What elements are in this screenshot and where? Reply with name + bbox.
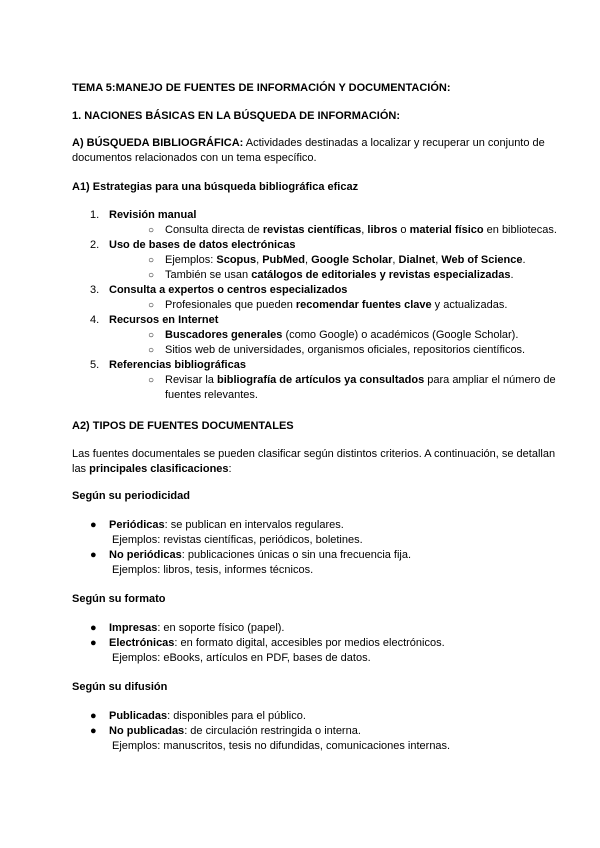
list-item: ● No periódicas: publicaciones únicas o sin una frecuencia fija. Ejemplos: libros, tesis, informes técnicos. bbox=[72, 548, 560, 578]
strategies-list bbox=[72, 208, 560, 403]
example-line: Ejemplos: libros, tesis, informes técnicos. bbox=[112, 564, 314, 576]
strategy-detail: ○ Buscadores generales (como Google) o académicos (Google Scholar). bbox=[148, 329, 519, 341]
classification-intro: Las fuentes documentales se pueden clasificar según distintos criterios. A continuación, se detallan las principales clasificaciones: bbox=[72, 448, 556, 475]
strategy-detail: ○ También se usan catálogos de editoriales y revistas especializadas. bbox=[148, 269, 514, 281]
strategy-number: 3. bbox=[90, 284, 100, 296]
strategy-title: Referencias bibliográficas bbox=[109, 359, 246, 371]
strategy-title: Uso de bases de datos electrónicas bbox=[109, 239, 296, 251]
filled-bullet-icon: ● bbox=[90, 725, 97, 737]
group-heading-periodicidad: Según su periodicidad bbox=[72, 490, 190, 502]
strategy-title: Recursos en Internet bbox=[109, 314, 219, 326]
example-line: Ejemplos: eBooks, artículos en PDF, bases de datos. bbox=[112, 652, 371, 664]
list-item: ● Publicadas: disponibles para el público. bbox=[90, 710, 306, 722]
list-item: ● No publicadas: de circulación restringida o interna. Ejemplos: manuscritos, tesis no difundidas, comunicaciones internas. bbox=[72, 724, 560, 754]
filled-bullet-icon: ● bbox=[90, 637, 97, 649]
group-heading-difusion: Según su difusión bbox=[72, 681, 168, 693]
strategy-title: Consulta a expertos o centros especializados bbox=[109, 284, 348, 296]
hollow-circle-bullet-icon: ○ bbox=[148, 330, 155, 341]
strategy-item bbox=[72, 313, 560, 358]
hollow-circle-bullet-icon: ○ bbox=[148, 225, 155, 236]
hollow-circle-bullet-icon: ○ bbox=[148, 300, 155, 311]
periodicidad-list bbox=[72, 518, 560, 578]
example-line: Ejemplos: revistas científicas, periódicos, boletines. bbox=[112, 534, 363, 546]
strategy-number: 4. bbox=[90, 314, 100, 326]
hollow-circle-bullet-icon: ○ bbox=[148, 345, 155, 356]
strategy-detail: ○ Sitios web de universidades, organismos oficiales, repositorios científicos. bbox=[148, 344, 526, 356]
strategy-title: Revisión manual bbox=[109, 209, 197, 221]
strategy-number: 1. bbox=[90, 209, 100, 221]
strategy-detail: ○ Profesionales que pueden recomendar fuentes clave y actualizadas. bbox=[148, 299, 508, 311]
hollow-circle-bullet-icon: ○ bbox=[148, 270, 155, 281]
hollow-circle-bullet-icon: ○ bbox=[148, 375, 155, 386]
subsection-heading-a2: A2) TIPOS DE FUENTES DOCUMENTALES bbox=[72, 420, 294, 432]
strategy-detail: ○ Revisar la bibliografía de artículos ya consultados para ampliar el número de fuentes relevantes. bbox=[148, 374, 556, 401]
strategy-number: 2. bbox=[90, 239, 100, 251]
document-title: TEMA 5:MANEJO DE FUENTES DE INFORMACIÓN Y DOCUMENTACIÓN: bbox=[72, 82, 451, 94]
filled-bullet-icon: ● bbox=[90, 549, 97, 561]
list-item: ● Impresas: en soporte físico (papel). bbox=[90, 622, 285, 634]
filled-bullet-icon: ● bbox=[90, 519, 97, 531]
strategy-detail: ○ Ejemplos: Scopus, PubMed, Google Scholar, Dialnet, Web of Science. bbox=[148, 254, 526, 266]
filled-bullet-icon: ● bbox=[90, 622, 97, 634]
difusion-list bbox=[72, 709, 560, 754]
formato-list bbox=[72, 621, 560, 666]
list-item: ● Periódicas: se publican en intervalos regulares. Ejemplos: revistas científicas, periódicos, boletines. bbox=[72, 518, 560, 548]
intro-paragraph bbox=[72, 136, 560, 166]
intro-text: Actividades destinadas a localizar y recuperar un conjunto de documentos relacionados con un tema específico. bbox=[72, 137, 545, 164]
strategy-item bbox=[72, 208, 560, 238]
filled-bullet-icon: ● bbox=[90, 710, 97, 722]
list-item: ● Electrónicas: en formato digital, accesibles por medios electrónicos. Ejemplos: eBooks, artículos en PDF, bases de datos. bbox=[72, 636, 560, 666]
strategy-detail: ○ Consulta directa de revistas científicas, libros o material físico en bibliotecas. bbox=[148, 224, 557, 236]
subsection-heading-a1: A1) Estrategias para una búsqueda bibliográfica eficaz bbox=[72, 181, 359, 193]
intro-term: A) BÚSQUEDA BIBLIOGRÁFICA: bbox=[72, 137, 244, 149]
strategy-number: 5. bbox=[90, 359, 100, 371]
section-heading-1: 1. NACIONES BÁSICAS EN LA BÚSQUEDA DE INFORMACIÓN: bbox=[72, 110, 400, 122]
hollow-circle-bullet-icon: ○ bbox=[148, 255, 155, 266]
group-heading-formato: Según su formato bbox=[72, 593, 166, 605]
strategy-item bbox=[72, 283, 560, 313]
example-line: Ejemplos: manuscritos, tesis no difundidas, comunicaciones internas. bbox=[112, 740, 451, 752]
strategy-item bbox=[72, 238, 560, 283]
strategy-item bbox=[72, 358, 560, 403]
